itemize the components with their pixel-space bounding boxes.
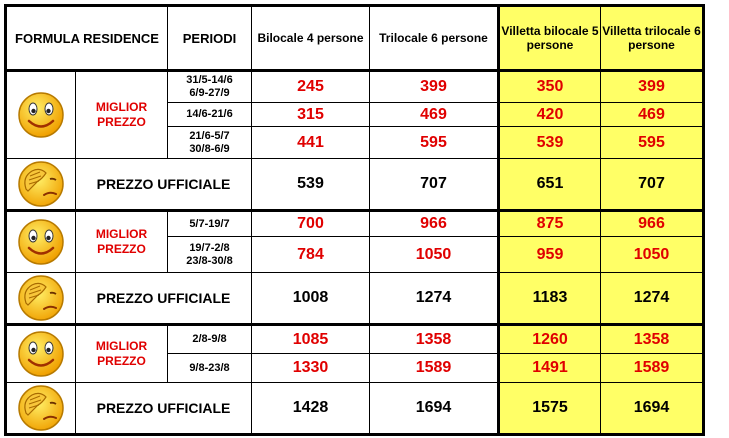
header-bilocale: Bilocale 4 persone [252, 6, 370, 71]
header-villetta-trilocale: Villetta trilocale 6 persone [601, 6, 704, 71]
best-price-value: 1358 [601, 325, 704, 354]
smiley-happy-icon [6, 325, 76, 383]
best-price-value: 1358 [370, 325, 499, 354]
official-price-value: 1008 [252, 273, 370, 325]
best-price-value: 399 [370, 71, 499, 103]
best-price-value: 469 [370, 103, 499, 127]
smiley-facepalm-icon [6, 273, 76, 325]
period-cell: 5/7-19/7 [168, 211, 252, 237]
best-price-value: 1330 [252, 354, 370, 383]
smiley-facepalm-icon [6, 159, 76, 211]
official-price-row [6, 273, 704, 325]
best-price-value: 966 [370, 211, 499, 237]
prezzo-ufficiale-label: PREZZO UFFICIALE [76, 383, 252, 435]
official-price-value: 651 [499, 159, 601, 211]
best-price-value: 1260 [499, 325, 601, 354]
official-price-value: 1694 [601, 383, 704, 435]
period-cell: 19/7-2/8 23/8-30/8 [168, 237, 252, 273]
best-price-value: 700 [252, 211, 370, 237]
official-price-value: 539 [252, 159, 370, 211]
official-price-value: 707 [370, 159, 499, 211]
best-price-value: 469 [601, 103, 704, 127]
official-price-value: 1575 [499, 383, 601, 435]
best-price-value: 595 [370, 127, 499, 159]
smiley-happy-icon [6, 71, 76, 159]
prezzo-ufficiale-label: PREZZO UFFICIALE [76, 159, 252, 211]
official-price-value: 1428 [252, 383, 370, 435]
header-formula: FORMULA RESIDENCE [6, 6, 168, 71]
header-villetta-bilocale: Villetta bilocale 5 persone [499, 6, 601, 71]
period-cell: 14/6-21/6 [168, 103, 252, 127]
best-price-value: 441 [252, 127, 370, 159]
header-trilocale: Trilocale 6 persone [370, 6, 499, 71]
miglior-prezzo-label: MIGLIOR PREZZO [76, 71, 168, 159]
official-price-value: 1694 [370, 383, 499, 435]
prezzo-ufficiale-label: PREZZO UFFICIALE [76, 273, 252, 325]
official-price-row [6, 383, 704, 435]
best-price-value: 1589 [370, 354, 499, 383]
best-price-value: 420 [499, 103, 601, 127]
period-cell: 9/8-23/8 [168, 354, 252, 383]
miglior-prezzo-label: MIGLIOR PREZZO [76, 211, 168, 273]
best-price-value: 539 [499, 127, 601, 159]
best-price-value: 399 [601, 71, 704, 103]
period-cell: 21/6-5/7 30/8-6/9 [168, 127, 252, 159]
period-cell: 31/5-14/6 6/9-27/9 [168, 71, 252, 103]
best-price-value: 595 [601, 127, 704, 159]
smiley-happy-icon [6, 211, 76, 273]
official-price-value: 1274 [370, 273, 499, 325]
best-price-value: 1050 [370, 237, 499, 273]
official-price-value: 707 [601, 159, 704, 211]
best-price-value: 959 [499, 237, 601, 273]
best-price-value: 875 [499, 211, 601, 237]
best-price-value: 1085 [252, 325, 370, 354]
best-price-value: 350 [499, 71, 601, 103]
best-price-value: 1589 [601, 354, 704, 383]
official-price-value: 1183 [499, 273, 601, 325]
period-cell: 2/8-9/8 [168, 325, 252, 354]
price-table [4, 4, 705, 436]
header-row [6, 6, 704, 71]
best-price-value: 966 [601, 211, 704, 237]
best-price-value: 315 [252, 103, 370, 127]
smiley-facepalm-icon [6, 383, 76, 435]
best-price-value: 245 [252, 71, 370, 103]
best-price-value: 1491 [499, 354, 601, 383]
best-price-row [6, 325, 704, 354]
miglior-prezzo-label: MIGLIOR PREZZO [76, 325, 168, 383]
best-price-row [6, 71, 704, 103]
header-periodi: PERIODI [168, 6, 252, 71]
best-price-value: 784 [252, 237, 370, 273]
official-price-row [6, 159, 704, 211]
official-price-value: 1274 [601, 273, 704, 325]
best-price-value: 1050 [601, 237, 704, 273]
best-price-row [6, 211, 704, 237]
